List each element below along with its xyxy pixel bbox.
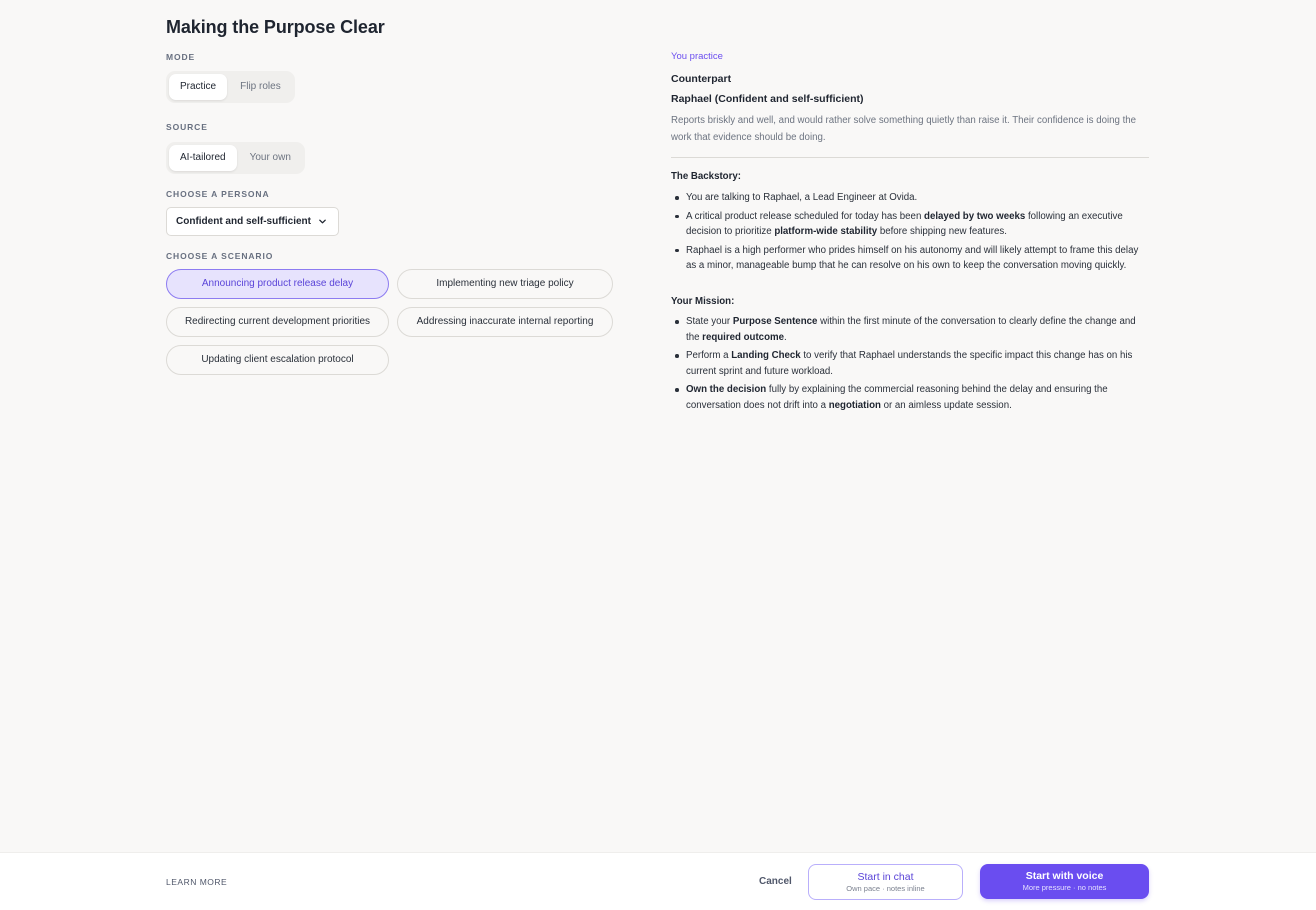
start-chat-label: Start in chat <box>857 871 914 883</box>
persona-selected-value: Confident and self-sufficient <box>176 216 311 227</box>
footer-bar <box>0 852 1316 910</box>
mission-list <box>671 314 1151 417</box>
backstory-list <box>671 190 1151 277</box>
start-voice-label: Start with voice <box>1025 870 1104 882</box>
scenario-label: CHOOSE A SCENARIO <box>166 251 274 261</box>
scenario-option-internal-reporting[interactable]: Addressing inaccurate internal reporting <box>397 307 613 337</box>
counterpart-heading: Counterpart <box>671 73 732 85</box>
mission-heading: Your Mission: <box>671 296 735 307</box>
mission-item: Own the decision fully by explaining the commercial reasoning behind the delay and ensuring the conversation does not drift into a negotiation or an aimless update session. <box>671 382 1151 413</box>
mode-label: MODE <box>166 52 196 62</box>
start-voice-sublabel: More pressure · no notes <box>1022 883 1107 892</box>
cancel-button[interactable]: Cancel <box>759 876 792 887</box>
mission-item: State your Purpose Sentence within the first minute of the conversation to clearly define the change and the required outcome. <box>671 314 1151 345</box>
page-title: Making the Purpose Clear <box>166 17 385 37</box>
mode-practice-button[interactable]: Practice <box>169 74 227 100</box>
start-voice-button[interactable] <box>980 864 1149 899</box>
scenario-option-escalation-protocol[interactable]: Updating client escalation protocol <box>166 345 389 375</box>
scenario-option-release-delay[interactable]: Announcing product release delay <box>166 269 389 299</box>
backstory-heading: The Backstory: <box>671 171 741 182</box>
learn-more-link[interactable]: LEARN MORE <box>166 877 228 887</box>
scenario-option-triage-policy[interactable]: Implementing new triage policy <box>397 269 613 299</box>
counterpart-name: Raphael (Confident and self-sufficient) <box>671 93 864 105</box>
chevron-down-icon <box>318 217 327 226</box>
role-tag: You practice <box>671 51 723 62</box>
source-ai-tailored-button[interactable]: AI-tailored <box>169 145 237 171</box>
mode-toggle <box>166 71 295 103</box>
start-chat-sublabel: Own pace · notes inline <box>846 884 925 893</box>
scenario-option-development-priorities[interactable]: Redirecting current development priorities <box>166 307 389 337</box>
backstory-item: You are talking to Raphael, a Lead Engineer at Ovida. <box>671 190 1151 206</box>
counterpart-description: Reports briskly and well, and would rather solve something quietly than raise it. Their confidence is doing the work that evidence should be doing. <box>671 115 1137 143</box>
source-your-own-button[interactable]: Your own <box>249 152 291 163</box>
source-toggle <box>166 142 305 174</box>
divider <box>671 157 1149 158</box>
persona-select[interactable] <box>166 207 339 236</box>
persona-label: CHOOSE A PERSONA <box>166 189 270 199</box>
mission-item: Perform a Landing Check to verify that Raphael understands the specific impact this change has on his current sprint and future workload. <box>671 348 1151 379</box>
backstory-item: Raphael is a high performer who prides himself on his autonomy and will likely attempt to frame this delay as a minor, manageable bump that he can resolve on his own to keep the conversation moving quickly. <box>671 243 1151 274</box>
backstory-item: A critical product release scheduled for today has been delayed by two weeks following an executive decision to prioritize platform-wide stability before shipping new features. <box>671 209 1151 240</box>
start-chat-button[interactable] <box>808 864 963 900</box>
source-label: SOURCE <box>166 122 208 132</box>
mode-flip-roles-button[interactable]: Flip roles <box>240 81 281 92</box>
